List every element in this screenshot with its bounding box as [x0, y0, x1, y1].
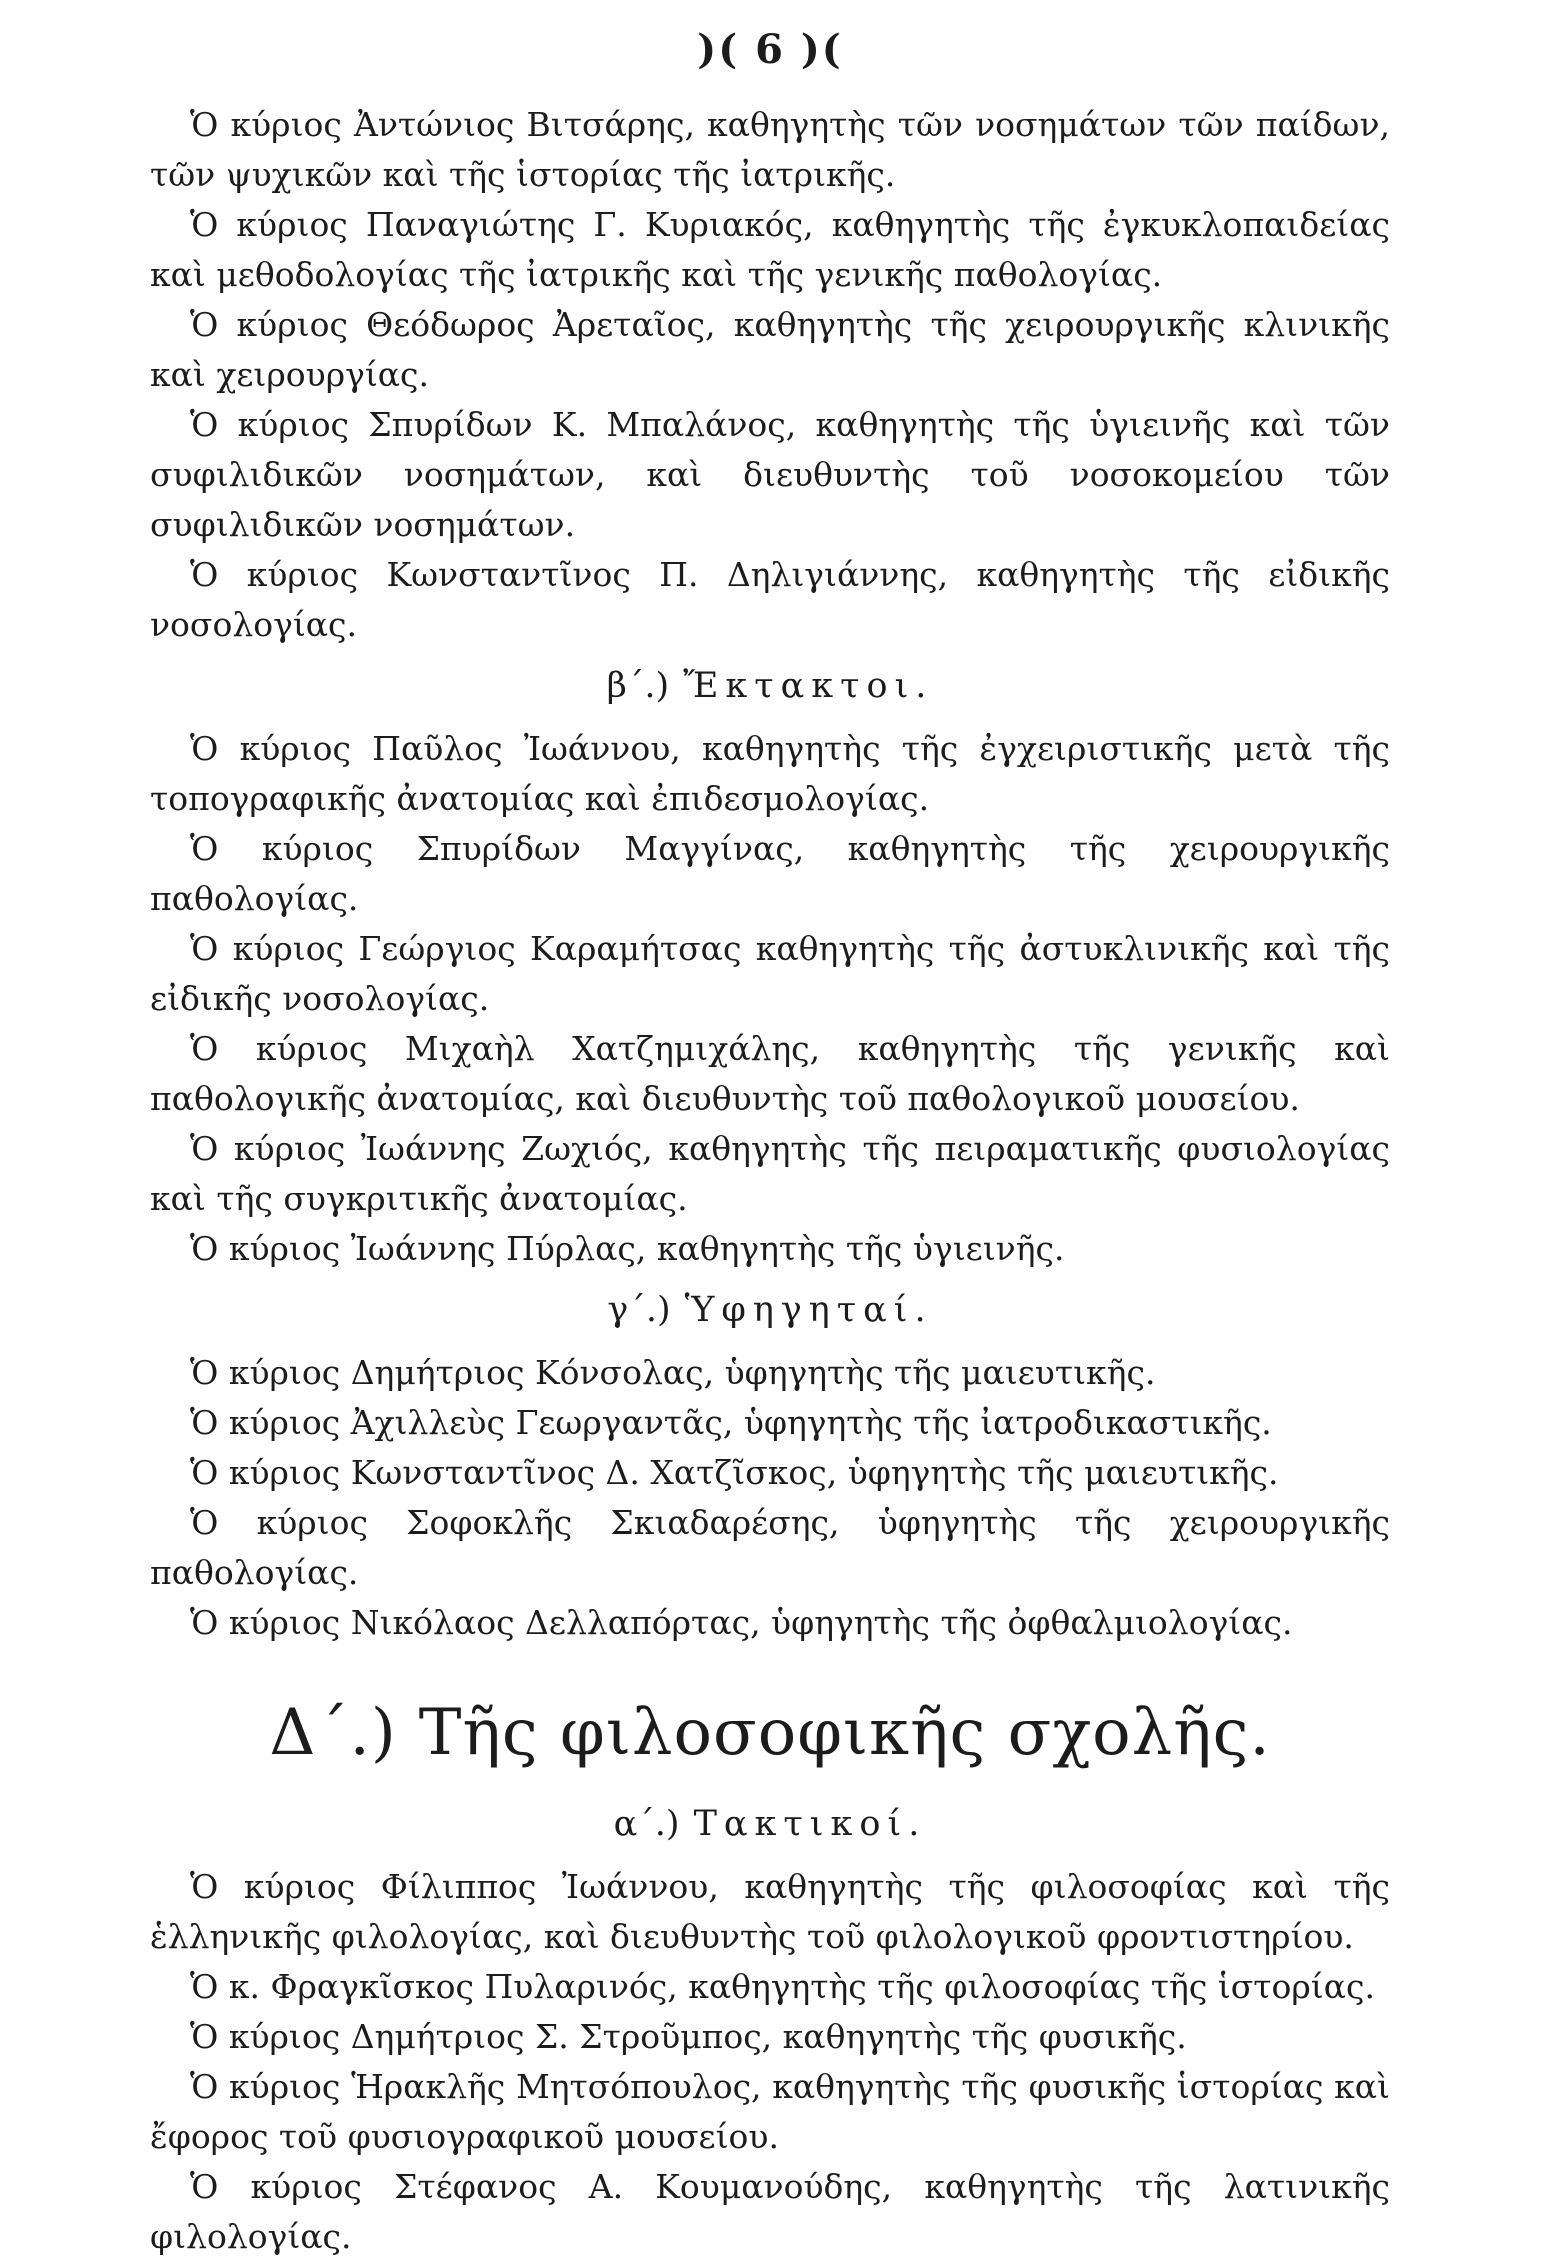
faculty-entry: Ὁ κύριος Στέφανος Α. Κουμανούδης, καθηγητὴς τῆς λατινικῆς φιλολογίας. — [150, 2167, 1390, 2256]
faculty-entry: Ὁ κύριος Γεώργιος Καραμήτσας καθηγητὴς τῆς ἀστυκλινικῆς καὶ τῆς εἰδικῆς νοσολογίας. — [150, 929, 1390, 1018]
section-heading-philosophy — [150, 1678, 1390, 1788]
subheading-ektaktoi — [150, 654, 1390, 718]
subheading-label: Ἔκτακτοι. — [683, 666, 934, 706]
faculty-entry: Ὁ κύριος Ἡρακλῆς Μητσόπουλος, καθηγητὴς τῆς φυσικῆς ἱστορίας καὶ ἔφορος τοῦ φυσιογραφικοῦ μουσείου. — [150, 2067, 1390, 2156]
faculty-list-taktikoi — [150, 1862, 1390, 2262]
faculty-entry: Ὁ κύριος Ἀντώνιος Βιτσάρης, καθηγητὴς τῶν νοσημάτων τῶν παίδων, τῶν ψυχικῶν καὶ τῆς ἱστορίας τῆς ἰατρικῆς. — [150, 105, 1390, 194]
faculty-entry: Ὁ κύριος Σπυρίδων Μαγγίνας, καθηγητὴς τῆς χειρουργικῆς παθολογίας. — [150, 829, 1390, 918]
faculty-entry: Ὁ κύριος Ἰωάννης Πύρλας, καθηγητὴς τῆς ὑγιεινῆς. — [190, 1229, 1065, 1268]
faculty-entry: Ὁ κύριος Κωνσταντῖνος Δ. Χατζῖσκος, ὑφηγητὴς τῆς μαιευτικῆς. — [190, 1453, 1279, 1492]
page-body — [150, 100, 1390, 2262]
faculty-list-previous — [150, 100, 1390, 650]
subheading-label: Ὑφηγηταί. — [684, 1290, 933, 1330]
faculty-entry: Ὁ κύριος Ἀχιλλεὺς Γεωργαντᾶς, ὑφηγητὴς τῆς ἰατροδικαστικῆς. — [190, 1403, 1272, 1442]
faculty-entry: Ὁ κύριος Παναγιώτης Γ. Κυριακός, καθηγητὴς τῆς ἐγκυκλοπαιδείας καὶ μεθοδολογίας τῆς ἰατρικῆς καὶ τῆς γενικῆς παθολογίας. — [150, 205, 1390, 294]
section-label: Τῆς φιλοσοφικῆς σχολῆς. — [418, 1696, 1271, 1770]
faculty-entry: Ὁ κύριος Σοφοκλῆς Σκιαδαρέσης, ὑφηγητὴς τῆς χειρουργικῆς παθολογίας. — [150, 1503, 1390, 1592]
faculty-entry: Ὁ κύριος Ἰωάννης Ζωχιός, καθηγητὴς τῆς πειραματικῆς φυσιολογίας καὶ τῆς συγκριτικῆς ἀνατομίας. — [150, 1129, 1390, 1218]
subheading-number: β΄.) — [606, 666, 670, 706]
faculty-entry: Ὁ κύριος Σπυρίδων Κ. Μπαλάνος, καθηγητὴς τῆς ὑγιεινῆς καὶ τῶν συφιλιδικῶν νοσημάτων, καὶ διευθυντὴς τοῦ νοσοκομείου τῶν συφιλιδικῶν νοσημάτων. — [150, 405, 1390, 544]
faculty-entry: Ὁ κύριος Κωνσταντῖνος Π. Δηλιγιάννης, καθηγητὴς τῆς εἰδικῆς νοσολογίας. — [150, 555, 1390, 644]
document-page — [150, 0, 1390, 2256]
faculty-entry: Ὁ κύριος Νικόλαος Δελλαπόρτας, ὑφηγητὴς τῆς ὀφθαλμιολογίας. — [190, 1603, 1293, 1642]
page-number: )( 6 )( — [697, 26, 843, 73]
subheading-label: Τακτικοί. — [693, 1804, 927, 1844]
faculty-list-yfigitai — [150, 1348, 1390, 1648]
faculty-entry: Ὁ κύριος Φίλιππος Ἰωάννου, καθηγητὴς τῆς φιλοσοφίας καὶ τῆς ἑλληνικῆς φιλολογίας, καὶ διευθυντὴς τοῦ φιλολογικοῦ φροντιστηρίου. — [150, 1867, 1390, 1956]
faculty-entry: Ὁ κύριος Παῦλος Ἰωάννου, καθηγητὴς τῆς ἐγχειριστικῆς μετὰ τῆς τοπογραφικῆς ἀνατομίας καὶ ἐπιδεσμολογίας. — [150, 729, 1390, 818]
section-number: Δ΄.) — [269, 1696, 397, 1770]
faculty-entry: Ὁ κύριος Δημήτριος Σ. Στροῦμπος, καθηγητὴς τῆς φυσικῆς. — [190, 2017, 1187, 2056]
faculty-entry: Ὁ κ. Φραγκῖσκος Πυλαρινός, καθηγητὴς τῆς φιλοσοφίας τῆς ἱστορίας. — [190, 1967, 1375, 2006]
faculty-entry: Ὁ κύριος Θεόδωρος Ἀρεταῖος, καθηγητὴς τῆς χειρουργικῆς κλινικῆς καὶ χειρουργίας. — [150, 305, 1390, 394]
subheading-yfigitai — [150, 1278, 1390, 1342]
subheading-number: α΄.) — [613, 1804, 680, 1844]
faculty-entry: Ὁ κύριος Δημήτριος Κόνσολας, ὑφηγητὴς τῆς μαιευτικῆς. — [190, 1353, 1156, 1392]
faculty-entry: Ὁ κύριος Μιχαὴλ Χατζημιχάλης, καθηγητὴς τῆς γενικῆς καὶ παθολογικῆς ἀνατομίας, καὶ διευθυντὴς τοῦ παθολογικοῦ μουσείου. — [150, 1029, 1390, 1118]
subheading-number: γ΄.) — [607, 1290, 671, 1330]
subheading-taktikoi — [150, 1792, 1390, 1856]
faculty-list-ektaktoi — [150, 724, 1390, 1274]
